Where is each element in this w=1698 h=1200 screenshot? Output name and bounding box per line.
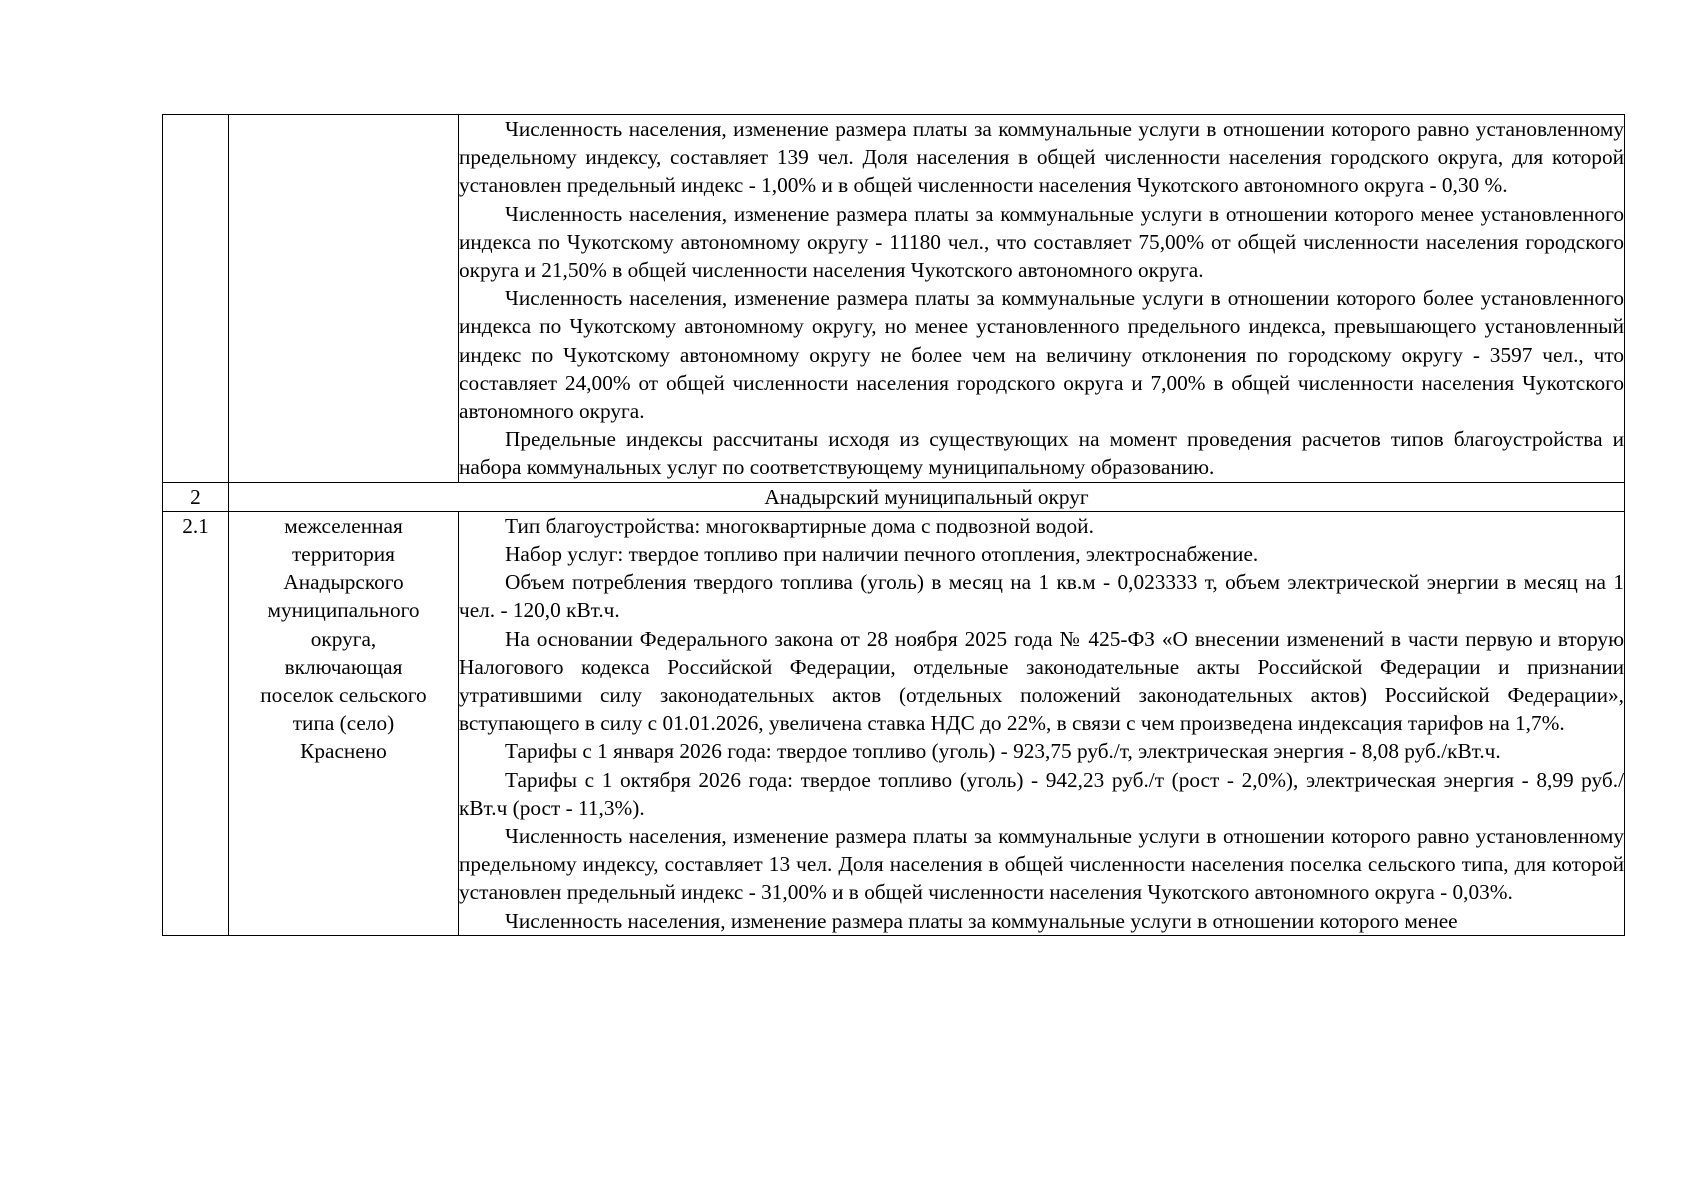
territory-line: типа (село) <box>292 711 395 736</box>
paragraph: Численность населения, изменение размера платы за коммунальные услуги в отношении которого менее <box>505 908 1458 933</box>
table-row-item <box>163 511 1625 935</box>
description-cell <box>459 115 1625 483</box>
territory-line: межселенная <box>284 513 403 538</box>
paragraph: Численность населения, изменение размера платы за коммунальные услуги в отношении которого равно установленному предельному индексу, составляет 139 чел. Доля населения в общей численности населения городского округа, для которой установлен предельный индекс - 1,00% и в общей численности населения Чукотского автономного округа - 0,30 %. <box>459 117 1624 198</box>
table-row-section <box>163 482 1625 511</box>
description-cell <box>459 511 1625 935</box>
tariff-table <box>162 114 1625 936</box>
territory-line: Краснено <box>300 739 387 764</box>
paragraph: Объем потребления твердого топлива (уголь) в месяц на 1 кв.м - 0,023333 т, объем электрической энергии в месяц на 1 чел. - 120,0 кВт.ч. <box>459 570 1624 623</box>
paragraph: Численность населения, изменение размера платы за коммунальные услуги в отношении которого равно установленному предельному индексу, составляет 13 чел. Доля населения в общей численности населения поселка сельского типа, для которой установлен предельный индекс - 31,00% и в общей численности населения Чукотского автономного округа - 0,03%. <box>459 824 1624 905</box>
territory-line: Анадырского <box>283 570 404 595</box>
territory-cell <box>229 511 459 935</box>
table-row-continued <box>163 115 1625 483</box>
territory-line: поселок сельского <box>260 683 427 708</box>
paragraph: Тарифы с 1 октября 2026 года: твердое топливо (уголь) - 942,23 руб./т (рост - 2,0%), электрическая энергия - 8,99 руб./кВт.ч (рост - 11,3%). <box>459 767 1624 820</box>
row-number-cell: 2.1 <box>163 511 229 935</box>
paragraph: На основании Федерального закона от 28 ноября 2025 года № 425-ФЗ «О внесении изменений в части первую и вторую Налогового кодекса Российской Федерации, отдельные законодательные акты Российской Федерации и признании утратившими силу законодательных актов (отдельных положений законодательных актов) Российской Федерации», вступающего в силу с 01.01.2026, увеличена ставка НДС до 22%, в связи с чем произведена индексация тарифов на 1,7%. <box>459 626 1624 736</box>
section-title: Анадырский муниципальный округ <box>229 482 1625 511</box>
section-number: 2 <box>163 482 229 511</box>
territory-line: включающая <box>284 654 403 679</box>
paragraph: Численность населения, изменение размера платы за коммунальные услуги в отношении которого более установленного индекса по Чукотскому автономному округу, но менее установленного предельного индекса, превышающего установленный индекс по Чукотскому автономному округу не более чем на величину отклонения по городскому округу - 3597 чел., что составляет 24,00% от общей численности населения городского округа и 7,00% в общей численности населения Чукотского автономного округа. <box>459 286 1624 424</box>
paragraph: Набор услуг: твердое топливо при наличии печного отопления, электроснабжение. <box>505 542 1259 567</box>
territory-line: муниципального <box>267 598 420 623</box>
paragraph: Тип благоустройства: многоквартирные дома с подвозной водой. <box>505 513 1094 538</box>
row-number-cell <box>163 115 229 483</box>
territory-line: территория <box>292 542 395 567</box>
territory-cell <box>229 115 459 483</box>
paragraph: Тарифы с 1 января 2026 года: твердое топливо (уголь) - 923,75 руб./т, электрическая энергия - 8,08 руб./кВт.ч. <box>505 739 1501 764</box>
territory-line: округа, <box>310 626 377 651</box>
paragraph: Предельные индексы рассчитаны исходя из существующих на момент проведения расчетов типов благоустройства и набора коммунальных услуг по соответствующему муниципальному образованию. <box>459 427 1624 480</box>
paragraph: Численность населения, изменение размера платы за коммунальные услуги в отношении которого менее установленного индекса по Чукотскому автономному округу - 11180 чел., что составляет 75,00% от общей численности населения городского округа и 21,50% в общей численности населения Чукотского автономного округа. <box>459 201 1624 283</box>
